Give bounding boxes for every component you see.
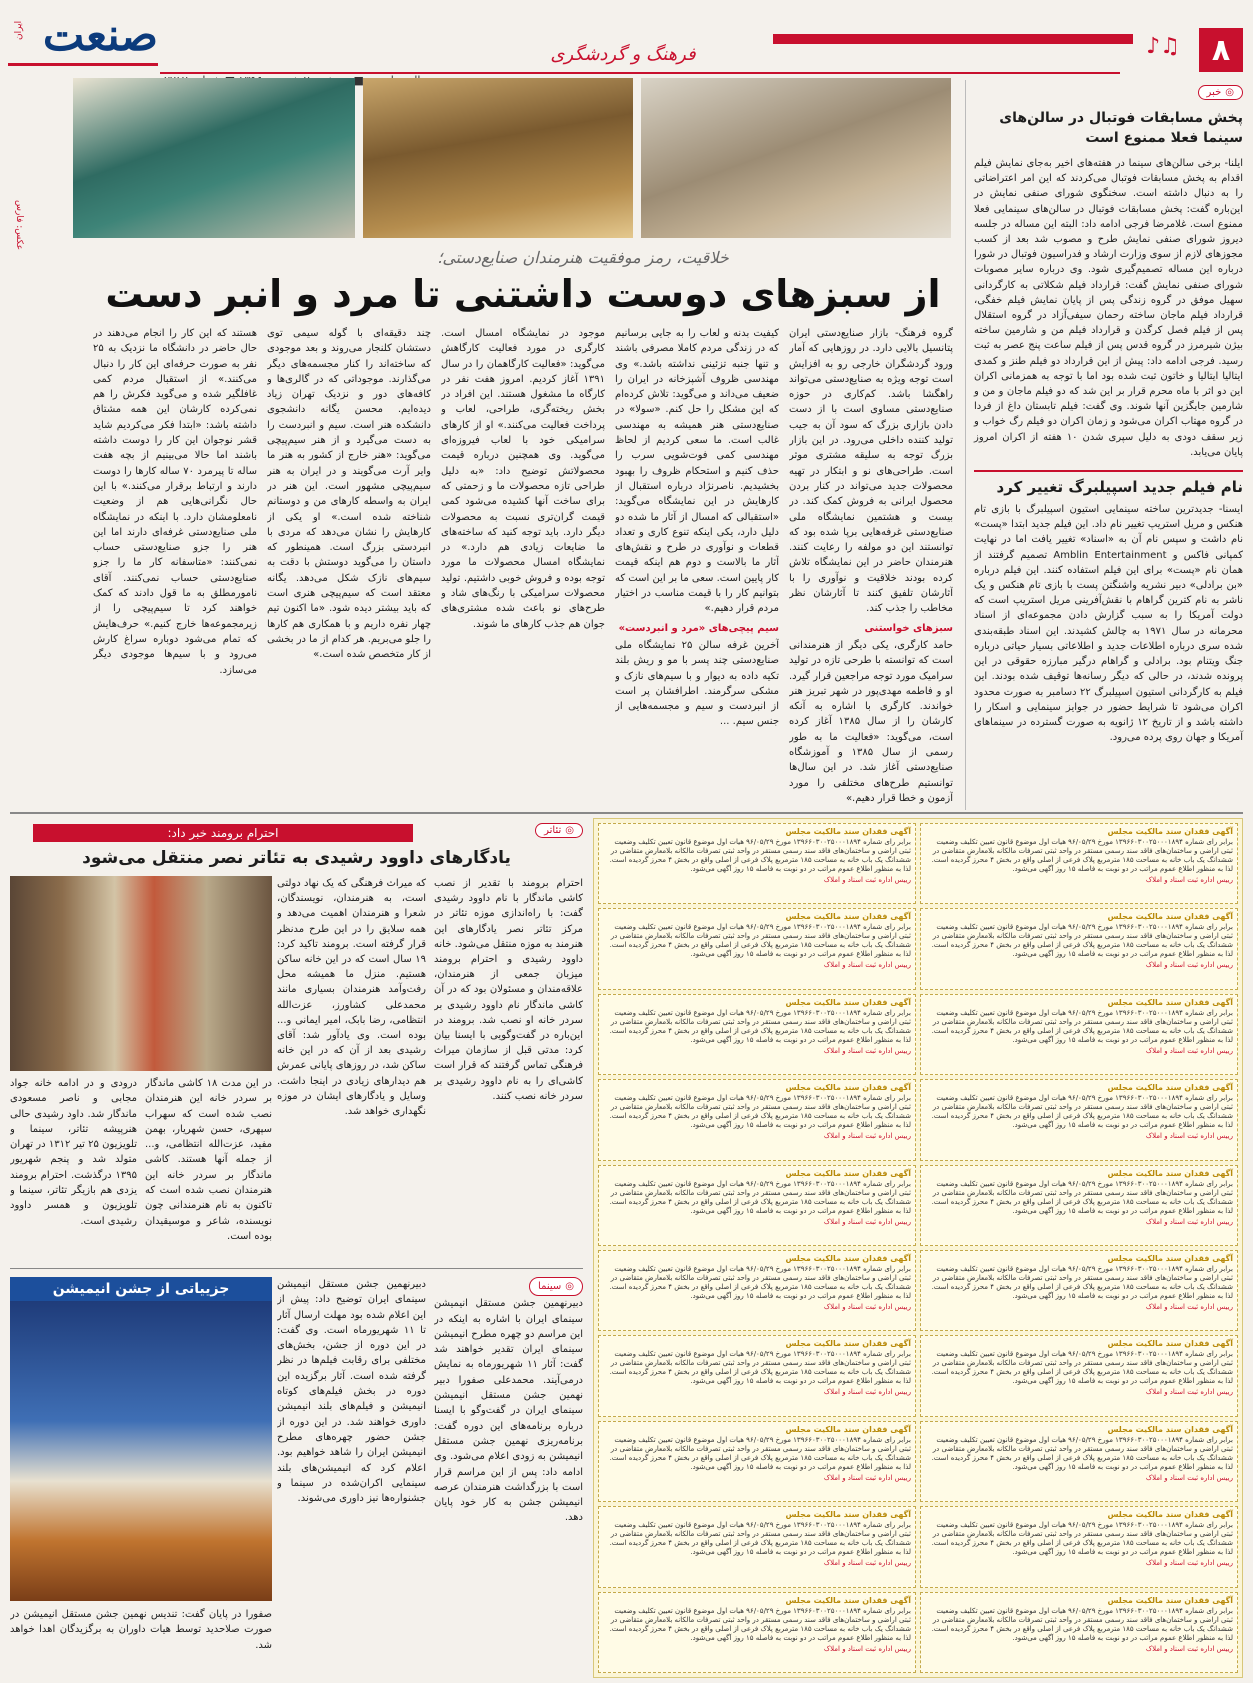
theater-column-1: احترام برومند با تقدیر از نصب کاشی ماندگار با نام داوود رشیدی گفت: با راه‌اندازی موزه تئاتر در مرکز تئاتر نصر یادگارهای این هنرمند به موزه منتقل می‌شود. خانه داوود رشیدی و احترام برومند میزبان جمعی از هنرمندان، علاقه‌مندان و مسئولان بود که در آن کاشی ماندگار نام داوود رشیدی بر سردر خانه او نصب شد. برومند در این‌باره در گفت‌وگویی با ایسنا بیان کرد: مدتی قبل از سازمان میراث فرهنگی تماس گرفتند که قرار است کاشی‌ای را به نام داوود رشیدی بر سردر خانه نصب کنند. (434, 878, 583, 1102)
article-col1b-text: حامد کارگری، یکی دیگر از هنرمندانی است که توانسته با طرحی تازه در تولید سرامیک مورد توجه مراجعین قرار گیرد. او و فاطمه مهدی‌پور در شهر تبریز هنر خواندند. کارگری با اشاره به آنکه کارشان را از سال ۱۳۸۵ آغاز کرده است، می‌گوید: «فعالیت ما به طور رسمی از سال ۱۳۸۵ و آموزشگاه صنایع‌دستی آغاز شد. در این سال‌ها توانستیم طرح‌های مختلفی را مورد آزمون و خطا قرار دهیم.» (789, 639, 953, 804)
photo-turquoise-pottery (73, 78, 355, 238)
notice-item: آگهی فقدان سند مالکیت مجلس برابر رای شماره ۱۳۹۶۶۰۳۰۰۲۵۰۰۰۱۸۹۴ مورخ ۹۶/۰۵/۲۹ هیات اول موضوع قانون تعیین تکلیف وضعیت ثبتی اراضی و ساختمان‌های فاقد سند رسمی مستقر در واحد ثبتی تصرفات مالکانه بلامعارض متقاضی در ششدانگ یک باب خانه به مساحت ۱۸۵ مترمربع پلاک فرعی از اصلی واقع در بخش ۴ محرز گردیده است. لذا به منظور اطلاع عموم مراتب در دو نوبت به فاصله ۱۵ روز آگهی می‌شود. رییس اداره ثبت اسناد و املاک (920, 1592, 1238, 1673)
notice-item: آگهی فقدان سند مالکیت مجلس برابر رای شماره ۱۳۹۶۶۰۳۰۰۲۵۰۰۰۱۸۹۴ مورخ ۹۶/۰۵/۲۹ هیات اول موضوع قانون تعیین تکلیف وضعیت ثبتی اراضی و ساختمان‌های فاقد سند رسمی مستقر در واحد ثبتی تصرفات مالکانه بلامعارض متقاضی در ششدانگ یک باب خانه به مساحت ۱۸۵ مترمربع پلاک فرعی از اصلی واقع در بخش ۴ محرز گردیده است. لذا به منظور اطلاع عموم مراتب در دو نوبت به فاصله ۱۵ روز آگهی می‌شود. رییس اداره ثبت اسناد و املاک (598, 823, 916, 904)
film-reel-icon: ◎ (565, 825, 574, 836)
notice-item: آگهی فقدان سند مالکیت مجلس برابر رای شماره ۱۳۹۶۶۰۳۰۰۲۵۰۰۰۱۸۹۴ مورخ ۹۶/۰۵/۲۹ هیات اول موضوع قانون تعیین تکلیف وضعیت ثبتی اراضی و ساختمان‌های فاقد سند رسمی مستقر در واحد ثبتی تصرفات مالکانه بلامعارض متقاضی در ششدانگ یک باب خانه به مساحت ۱۸۵ مترمربع پلاک فرعی از اصلی واقع در بخش ۴ محرز گردیده است. لذا به منظور اطلاع عموم مراتب در دو نوبت به فاصله ۱۵ روز آگهی می‌شود. رییس اداره ثبت اسناد و املاک (920, 1421, 1238, 1502)
notice-item: آگهی فقدان سند مالکیت مجلس برابر رای شماره ۱۳۹۶۶۰۳۰۰۲۵۰۰۰۱۸۹۴ مورخ ۹۶/۰۵/۲۹ هیات اول موضوع قانون تعیین تکلیف وضعیت ثبتی اراضی و ساختمان‌های فاقد سند رسمی مستقر در واحد ثبتی تصرفات مالکانه بلامعارض متقاضی در ششدانگ یک باب خانه به مساحت ۱۸۵ مترمربع پلاک فرعی از اصلی واقع در بخش ۴ محرز گردیده است. لذا به منظور اطلاع عموم مراتب در دو نوبت به فاصله ۱۵ روز آگهی می‌شود. رییس اداره ثبت اسناد و املاک (598, 1506, 916, 1587)
notice-item: آگهی فقدان سند مالکیت مجلس برابر رای شماره ۱۳۹۶۶۰۳۰۰۲۵۰۰۰۱۸۹۴ مورخ ۹۶/۰۵/۲۹ هیات اول موضوع قانون تعیین تکلیف وضعیت ثبتی اراضی و ساختمان‌های فاقد سند رسمی مستقر در واحد ثبتی تصرفات مالکانه بلامعارض متقاضی در ششدانگ یک باب خانه به مساحت ۱۸۵ مترمربع پلاک فرعی از اصلی واقع در بخش ۴ محرز گردیده است. لذا به منظور اطلاع عموم مراتب در دو نوبت به فاصله ۱۵ روز آگهی می‌شود. رییس اداره ثبت اسناد و املاک (920, 908, 1238, 989)
notice-item: آگهی فقدان سند مالکیت مجلس برابر رای شماره ۱۳۹۶۶۰۳۰۰۲۵۰۰۰۱۸۹۴ مورخ ۹۶/۰۵/۲۹ هیات اول موضوع قانون تعیین تکلیف وضعیت ثبتی اراضی و ساختمان‌های فاقد سند رسمی مستقر در واحد ثبتی تصرفات مالکانه بلامعارض متقاضی در ششدانگ یک باب خانه به مساحت ۱۸۵ مترمربع پلاک فرعی از اصلی واقع در بخش ۴ محرز گردیده است. لذا به منظور اطلاع عموم مراتب در دو نوبت به فاصله ۱۵ روز آگهی می‌شود. رییس اداره ثبت اسناد و املاک (598, 1592, 916, 1673)
issue-info: ■ (353, 74, 364, 87)
page-number: ۸ (1199, 28, 1243, 72)
news-body: ایلنا- برخی سالن‌های سینما در هفته‌های اخیر به‌جای نمایش فیلم اقدام به پخش مسابقات فوتبال می‌کردند که این امر اعتراضاتی را به دنبال داشته است. سخنگوی شورای صنفی نمایش در این‌باره گفت: پخش مسابقات فوتبال در سالن‌های سینمایی فعلا ممنوع است. غلامرضا فرجی ادامه داد: البته این مساله در جلسه دیروز شورای صنفی نمایش طرح و مصوب شد بعد از کسب مجوزهای لازم از سوی وزارت ارشاد و فدراسیون فوتبال در شورا درباره این مساله تصمیم‌گیری شود. وی درباره سایر مصوبات شورای صنفی نمایش گفت: قرارداد فیلم شکلاتی به کارگردانی سهیل موفق در گروه زندگی پس از پایان نمایش فیلم خفگی، قرارداد فیلم ماجان ساخته رحمان سیفی‌آزاد در گروه استقلال پس از فیلم فصل کرگدن و قرارداد فیلم من و شارمین ساخته بیژن شیرمرز در گروه قدس پس از فیلم ساعت پنج عصر به ثبت رسید. فرجی ادامه داد: پیش از این قرارداد دو فیلم طنز و کمدی ایتالیا ایتالیا و خاتون ثبت شده بود اما با توجه به همزمانی اکران این دو اثر با ماه محرم قرار بر این شد که دو فیلم ماجان و من و شارمین جایگزین آنها شوند. وی گفت: فیلم تابستان داغ از فردا در گروه مهتاب اکران می‌شود و زمان اکران دو فیلم رگ خواب و زیر سقف دودی به دلیل سپری شدن ۱۰ هفته از اکران امروز پایان می‌یابد. (974, 158, 1243, 458)
legal-notices (593, 818, 1243, 1678)
newspaper-logo[interactable] (8, 12, 158, 66)
notice-item: آگهی فقدان سند مالکیت مجلس برابر رای شماره ۱۳۹۶۶۰۳۰۰۲۵۰۰۰۱۸۹۴ مورخ ۹۶/۰۵/۲۹ هیات اول موضوع قانون تعیین تکلیف وضعیت ثبتی اراضی و ساختمان‌های فاقد سند رسمی مستقر در واحد ثبتی تصرفات مالکانه بلامعارض متقاضی در ششدانگ یک باب خانه به مساحت ۱۸۵ مترمربع پلاک فرعی از اصلی واقع در بخش ۴ محرز گردیده است. لذا به منظور اطلاع عموم مراتب در دو نوبت به فاصله ۱۵ روز آگهی می‌شود. رییس اداره ثبت اسناد و املاک (598, 908, 916, 989)
theater-bottom-columns (10, 1076, 272, 1261)
section-title: فرهنگ و گردشگری (550, 44, 696, 65)
news2-body: ایسنا- جدیدترین ساخته سینمایی استیون اسپیلبرگ با بازی تام هنکس و مریل استریپ تغییر نام داد. این فیلم جدید ابتدا «پست» نام داشت و سپس نام آن به «اسناد» تغییر یافت اما در نهایت کمپانی فاکس و Amblin Entertainment تصمیم گرفتند از همان نام «پست» برای این فیلم استفاده کنند. این فیلم درباره «بن برادلی» دبیر نشریه واشنگتن پست با بازی تام هنکس و یک ناشر به نام کترین گراهام با نقش‌آفرینی مریل استریپ است که دولت آمریکا را به سبب گزارش دادن مجموعه‌ای از اسناد محرمانه در سال ۱۹۷۱ به چالش کشیدند. این اسناد طبقه‌بندی شده سری درباره اطلاعات جدید و اطلاعاتی بسیار حیاتی درباره جنگ ویتنام بود. برادلی و گراهام درگیر مبارزه حقوقی در این پرونده شدند، در حالی که دیگر رسانه‌ها توقیف شده بودند. این فیلم به کارگردانی استیون اسپیلبرگ ۲۲ دسامبر به صورت محدود اکران می‌شود تا شرایط حضور در جوایز سینمایی و اسکار را داشته باشد و از تاریخ ۱۲ ژانویه به صورت گسترده در سینماهای آمریکا و جهان روی پرده می‌رود. (974, 504, 1244, 744)
animation-col1-text: دبیرنهمین جشن مستقل انیمیشن سینمای ایران با اشاره به اینکه در این مراسم دو چهره مطرح انیمیشن سینمای ایران تقدیر خواهند شد گفت: آثار ۱۱ شهریورماه به نمایش درمی‌آیند. محمدعلی صفورا دبیر نهمین جشن مستقل انیمیشن سینمای ایران در گفت‌وگو با ایسنا درباره برنامه‌های این دوره گفت: برنامه‌ریزی نهمین جشن مستقل انیمیشن به زودی اعلام می‌شود. وی ادامه داد: پس از این مراسم قرار است با بزرگداشت هنرمندان عرصه انیمیشن جشن به کار خود پایان دهد. (434, 1298, 583, 1524)
theater-column-3: در این مدت ۱۸ کاشی ماندگار بر سردر خانه این هنرمندان نصب شده است که سهراب سپهری، حسن شهریار، بهمن مفید، عزت‌الله انتظامی، و... از جمله آنها هستند. کاشی ماندگار بر سردر خانه این هنرمندان نصب شده است که تاکنون به نام هنرمندانی چون نویسنده، شاعر و موسیقیدان بوده است. (145, 1078, 272, 1242)
music-notes-icon: ♫♪ (1146, 34, 1180, 59)
notice-item: آگهی فقدان سند مالکیت مجلس برابر رای شماره ۱۳۹۶۶۰۳۰۰۲۵۰۰۰۱۸۹۴ مورخ ۹۶/۰۵/۲۹ هیات اول موضوع قانون تعیین تکلیف وضعیت ثبتی اراضی و ساختمان‌های فاقد سند رسمی مستقر در واحد ثبتی تصرفات مالکانه بلامعارض متقاضی در ششدانگ یک باب خانه به مساحت ۱۸۵ مترمربع پلاک فرعی از اصلی واقع در بخش ۴ محرز گردیده است. لذا به منظور اطلاع عموم مراتب در دو نوبت به فاصله ۱۵ روز آگهی می‌شود. رییس اداره ثبت اسناد و املاک (598, 1335, 916, 1416)
news-column (965, 80, 1243, 810)
notice-item: آگهی فقدان سند مالکیت مجلس برابر رای شماره ۱۳۹۶۶۰۳۰۰۲۵۰۰۰۱۸۹۴ مورخ ۹۶/۰۵/۲۹ هیات اول موضوع قانون تعیین تکلیف وضعیت ثبتی اراضی و ساختمان‌های فاقد سند رسمی مستقر در واحد ثبتی تصرفات مالکانه بلامعارض متقاضی در ششدانگ یک باب خانه به مساحت ۱۸۵ مترمربع پلاک فرعی از اصلی واقع در بخش ۴ محرز گردیده است. لذا به منظور اطلاع عموم مراتب در دو نوبت به فاصله ۱۵ روز آگهی می‌شود. رییس اداره ثبت اسناد و املاک (598, 1250, 916, 1331)
photo-credit: عکس: فارس (14, 199, 24, 250)
logo-text: صنعت (42, 10, 158, 61)
article-col2b-text: آخرین غرفه سالن ۲۵ نمایشگاه ملی صنایع‌دستی چند پسر با مو و ریش بلند تکیه داده به دیوار و با سیم‌های نازک و مشکی سرگرمند. اطرافشان پر است از انبردست و سیم و مجسمه‌هایی از جنس سیم. ... (615, 639, 779, 728)
page-divider (10, 812, 1243, 814)
animation-story (10, 1268, 583, 1678)
news-title[interactable]: پخش مسابقات فوتبال در سالن‌های سینما فعلا ممنوع است (999, 110, 1243, 146)
notice-item: آگهی فقدان سند مالکیت مجلس برابر رای شماره ۱۳۹۶۶۰۳۰۰۲۵۰۰۰۱۸۹۴ مورخ ۹۶/۰۵/۲۹ هیات اول موضوع قانون تعیین تکلیف وضعیت ثبتی اراضی و ساختمان‌های فاقد سند رسمی مستقر در واحد ثبتی تصرفات مالکانه بلامعارض متقاضی در ششدانگ یک باب خانه به مساحت ۱۸۵ مترمربع پلاک فرعی از اصلی واقع در بخش ۴ محرز گردیده است. لذا به منظور اطلاع عموم مراتب در دو نوبت به فاصله ۱۵ روز آگهی می‌شود. رییس اداره ثبت اسناد و املاک (920, 1250, 1238, 1331)
theater-columns (277, 876, 583, 1261)
theater-column-4: درودی و در ادامه خانه جواد مجابی و ناصر مسعودی ماندگار شد. داود رشیدی حالی هنرپیشه تئاتر، سینما و تلویزیون ۲۵ تیر ۱۳۱۲ در تهران متولد شد و پنجم شهریور ۱۳۹۵ درگذشت. احترام برومند یزدی هم بازیگر تئاتر، سینما و تلویزیون و همسر داوود رشیدی است. (10, 1078, 137, 1227)
notice-item: آگهی فقدان سند مالکیت مجلس برابر رای شماره ۱۳۹۶۶۰۳۰۰۲۵۰۰۰۱۸۹۴ مورخ ۹۶/۰۵/۲۹ هیات اول موضوع قانون تعیین تکلیف وضعیت ثبتی اراضی و ساختمان‌های فاقد سند رسمی مستقر در واحد ثبتی تصرفات مالکانه بلامعارض متقاضی در ششدانگ یک باب خانه به مساحت ۱۸۵ مترمربع پلاک فرعی از اصلی واقع در بخش ۴ محرز گردیده است. لذا به منظور اطلاع عموم مراتب در دو نوبت به فاصله ۱۵ روز آگهی می‌شود. رییس اداره ثبت اسناد و املاک (920, 823, 1238, 904)
theater-tag-label: تئاتر (544, 825, 562, 836)
theater-story (10, 818, 583, 1263)
article-headline[interactable]: از سبزهای دوست داشتنی تا مرد و انبر دست (105, 272, 941, 316)
animation-banner[interactable]: جزییاتی از جشن انیمیشن (10, 1277, 272, 1301)
notice-item: آگهی فقدان سند مالکیت مجلس برابر رای شماره ۱۳۹۶۶۰۳۰۰۲۵۰۰۰۱۸۹۴ مورخ ۹۶/۰۵/۲۹ هیات اول موضوع قانون تعیین تکلیف وضعیت ثبتی اراضی و ساختمان‌های فاقد سند رسمی مستقر در واحد ثبتی تصرفات مالکانه بلامعارض متقاضی در ششدانگ یک باب خانه به مساحت ۱۸۵ مترمربع پلاک فرعی از اصلی واقع در بخش ۴ محرز گردیده است. لذا به منظور اطلاع عموم مراتب در دو نوبت به فاصله ۱۵ روز آگهی می‌شود. رییس اداره ثبت اسناد و املاک (598, 1421, 916, 1502)
article-col2-text: کیفیت بدنه و لعاب را به جایی برسانیم که در زندگی مردم کاملا مصرفی باشند و تنها جنبه تزئینی نداشته باشد.» وی مهندسی ظروف آشپزخانه در ایران را ضعیف می‌داند و می‌گوید: تلاش کرده‌ام که این مشکل را حل کنم. «سولا» در صنایع‌دستی هنر همیشه به مهندسی غالب است. ما سعی کردیم از لحاظ مهندسی کمی فوت‌شویی سرب را حذف کنیم و استحکام ظروف را بهبود بخشیدیم. ناصرنژاد درباره استقبال از کارهایش در این نمایشگاه می‌گوید: «استقبالی که امسال از آثار ما شده دو دلیل دارد، یکی اینکه تنوع کاری و تعداد قطعات و نوآوری در طرح و نقش‌های آثار ما بالاست و دوم هم اینکه قیمت کار پایین است. سعی ما بر این است که بتوانیم کار را با قیمت مناسب در اختیار مردم قرار دهیم.» (615, 328, 779, 615)
animation-columns (277, 1277, 583, 1675)
animation-tag (529, 1277, 583, 1296)
photo-animation-statues (10, 1301, 272, 1601)
notice-item: آگهی فقدان سند مالکیت مجلس برابر رای شماره ۱۳۹۶۶۰۳۰۰۲۵۰۰۰۱۸۹۴ مورخ ۹۶/۰۵/۲۹ هیات اول موضوع قانون تعیین تکلیف وضعیت ثبتی اراضی و ساختمان‌های فاقد سند رسمی مستقر در واحد ثبتی تصرفات مالکانه بلامعارض متقاضی در ششدانگ یک باب خانه به مساحت ۱۸۵ مترمربع پلاک فرعی از اصلی واقع در بخش ۴ محرز گردیده است. لذا به منظور اطلاع عموم مراتب در دو نوبت به فاصله ۱۵ روز آگهی می‌شود. رییس اداره ثبت اسناد و املاک (920, 1079, 1238, 1160)
photo-davood-rashidi-portrait (10, 876, 272, 1071)
theater-banner: احترام برومند خبر داد: (33, 824, 413, 842)
news-tag-label: خبر (1206, 87, 1222, 98)
news2-title[interactable]: نام فیلم جدید اسپیلبرگ تغییر کرد (974, 470, 1243, 496)
article-subhead-1: سبزهای خواستنی (864, 622, 953, 634)
article-body (93, 326, 953, 804)
notice-item: آگهی فقدان سند مالکیت مجلس برابر رای شماره ۱۳۹۶۶۰۳۰۰۲۵۰۰۰۱۸۹۴ مورخ ۹۶/۰۵/۲۹ هیات اول موضوع قانون تعیین تکلیف وضعیت ثبتی اراضی و ساختمان‌های فاقد سند رسمی مستقر در واحد ثبتی تصرفات مالکانه بلامعارض متقاضی در ششدانگ یک باب خانه به مساحت ۱۸۵ مترمربع پلاک فرعی از اصلی واقع در بخش ۴ محرز گردیده است. لذا به منظور اطلاع عموم مراتب در دو نوبت به فاصله ۱۵ روز آگهی می‌شود. رییس اداره ثبت اسناد و املاک (920, 994, 1238, 1075)
notice-item: آگهی فقدان سند مالکیت مجلس برابر رای شماره ۱۳۹۶۶۰۳۰۰۲۵۰۰۰۱۸۹۴ مورخ ۹۶/۰۵/۲۹ هیات اول موضوع قانون تعیین تکلیف وضعیت ثبتی اراضی و ساختمان‌های فاقد سند رسمی مستقر در واحد ثبتی تصرفات مالکانه بلامعارض متقاضی در ششدانگ یک باب خانه به مساحت ۱۸۵ مترمربع پلاک فرعی از اصلی واقع در بخش ۴ محرز گردیده است. لذا به منظور اطلاع عموم مراتب در دو نوبت به فاصله ۱۵ روز آگهی می‌شود. رییس اداره ثبت اسناد و املاک (920, 1506, 1238, 1587)
animation-tag-label: سینما (538, 1281, 562, 1292)
article-subhead-2: سیم پیچی‌های «مرد و انبردست» (618, 622, 779, 634)
animation-bottom (10, 1607, 272, 1677)
notice-item: آگهی فقدان سند مالکیت مجلس برابر رای شماره ۱۳۹۶۶۰۳۰۰۲۵۰۰۰۱۸۹۴ مورخ ۹۶/۰۵/۲۹ هیات اول موضوع قانون تعیین تکلیف وضعیت ثبتی اراضی و ساختمان‌های فاقد سند رسمی مستقر در واحد ثبتی تصرفات مالکانه بلامعارض متقاضی در ششدانگ یک باب خانه به مساحت ۱۸۵ مترمربع پلاک فرعی از اصلی واقع در بخش ۴ محرز گردیده است. لذا به منظور اطلاع عموم مراتب در دو نوبت به فاصله ۱۵ روز آگهی می‌شود. رییس اداره ثبت اسناد و املاک (598, 994, 916, 1075)
theater-column-2: که میراث فرهنگی که یک نهاد دولتی است، به هنرمندان، نویسندگان، شعرا و هنرمندان اهمیت می‌دهد و همه سلایق را در این طرح مدنظر قرار گرفته است. برومند تاکید کرد: ۱۹ سال است که در این خانه ساکن هستیم. منزل ما همیشه محل رفت‌وآمد هنرمندان بسیاری مانند محمدعلی کشاورز، عزت‌الله انتظامی، رضا بابک، امیر ایمانی و... بوده است. وی یادآور شد: آقای رشیدی بعد از آن که در این خانه ساکن شد، در روزهای پایانی عمرش هم دیدارهای زیادی در اینجا داشت. وسایل و یادگارهای ایشان در موزه نگهداری خواهد شد. (277, 878, 426, 1118)
article-column-2 (615, 326, 779, 804)
article-col1-text: گروه فرهنگ- بازار صنایع‌دستی ایران پتانسیل بالایی دارد. در روزهایی که آمار ورود گردشگران خارجی رو به افزایش است توجه ویژه به صنایع‌دستی می‌تواند راهگشا باشد. کم‌کاری در حوزه صنایع‌دستی مساوی است با از دست دادن بازاری بزرگ که سود آن به جیب تولید کننده داخلی می‌رود. در این بازار بزرگ توجه به سلیقه مشتری موثر است. طراحی‌های نو و ابتکار در تهیه محصولات جدید می‌تواند در کنار بردن محصول ایرانی به فروش کمک کند. در بیست و هشتمین نمایشگاه ملی صنایع‌دستی غرفه‌هایی برپا شده بود که توانستند این دو مولفه را رعایت کنند. هنرمندان حاضر در این نمایشگاه تلاش کرده بودند خلاقیت و نوآوری را با آثارشان تلفیق کنند تا آثارشان نظر مخاطب را جذب کند. (789, 328, 953, 615)
theater-tag (535, 823, 583, 838)
logo-subtext: ایران (14, 20, 24, 40)
news-tag (1198, 85, 1243, 100)
article-column-3: موجود در نمایشگاه امسال است. کارگری در مورد فعالیت کارگاهش می‌گوید: «فعالیت کارگاهمان را در سال ۱۳۹۱ آغاز کردیم. امروز هفت نفر در کارگاه ما مشغول هستند. این افراد در بخش ریخته‌گری، طراحی، لعاب و پرداخت فعالیت می‌کنند.» او از کارهای سرامیکی خود با لعاب فیروزه‌ای می‌گوید. وی همچنین درباره قیمت محصولاتش توضیح داد: «به دلیل طراحی تازه محصولات ما و زحمتی که برای ساخت آنها کشیده می‌شود کمی قیمت گران‌تری نسبت به محصولات دیگر دارد. باید توجه کنید که ساخته‌های ما ضایعات زیادی هم دارد.» در نمایشگاه امسال محصولات ما مورد توجه بوده و فروش خوبی داشتیم. تولید محصولات سرامیکی با رنگ‌های شاد و طرح‌های نو باعث شده مشتری‌های جوان هم جذب کارهای ما شوند. (441, 328, 605, 630)
notice-item: آگهی فقدان سند مالکیت مجلس برابر رای شماره ۱۳۹۶۶۰۳۰۰۲۵۰۰۰۱۸۹۴ مورخ ۹۶/۰۵/۲۹ هیات اول موضوع قانون تعیین تکلیف وضعیت ثبتی اراضی و ساختمان‌های فاقد سند رسمی مستقر در واحد ثبتی تصرفات مالکانه بلامعارض متقاضی در ششدانگ یک باب خانه به مساحت ۱۸۵ مترمربع پلاک فرعی از اصلی واقع در بخش ۴ محرز گردیده است. لذا به منظور اطلاع عموم مراتب در دو نوبت به فاصله ۱۵ روز آگهی می‌شود. رییس اداره ثبت اسناد و املاک (598, 1079, 916, 1160)
article-column-4: چند دقیقه‌ای با گوله سیمی توی دستشان کلنجار می‌روند و بعد موجودی که ساخته‌اند را کنار مجسمه‌های دیگر می‌گذارند. موجوداتی که در گالری‌ها و کافه‌های دور و نزدیک تهران زیاد دیده‌ایم. محسن یگانه دانشجوی دانشکده هنر است. سیم و انبردست را به دست می‌گیرد و از هنر سیم‌پیچی می‌گوید: «هنر خارج از کشور به هنر ما وایر آرت می‌گویند و در ایران به هنر سیم‌پیچی مشهور است. این هنر در ایران به واسطه کارهای من و دوستانم شناخته شده است.» او یکی از کارهایش را نشان می‌دهد که مردی با انبردستی بزرگ است. همینطور که داستان را می‌گوید دوستش با دقت به سیم‌های نازک شکل می‌دهد. یگانه معتقد است که سیم‌پیچی هنری است که باید بیشتر دیده شود. «ما اکنون تیم چهار نفره داریم و با همکاری هم کارها را جلو می‌بریم. هر کدام از ما در بخشی از کار متخصص شده است.» (267, 328, 431, 661)
animation-column-1 (434, 1277, 583, 1675)
notice-item: آگهی فقدان سند مالکیت مجلس برابر رای شماره ۱۳۹۶۶۰۳۰۰۲۵۰۰۰۱۸۹۴ مورخ ۹۶/۰۵/۲۹ هیات اول موضوع قانون تعیین تکلیف وضعیت ثبتی اراضی و ساختمان‌های فاقد سند رسمی مستقر در واحد ثبتی تصرفات مالکانه بلامعارض متقاضی در ششدانگ یک باب خانه به مساحت ۱۸۵ مترمربع پلاک فرعی از اصلی واقع در بخش ۴ محرز گردیده است. لذا به منظور اطلاع عموم مراتب در دو نوبت به فاصله ۱۵ روز آگهی می‌شود. رییس اداره ثبت اسناد و املاک (598, 1165, 916, 1246)
header-red-bar (773, 34, 1133, 44)
animation-column-2: دبیرنهمین جشن مستقل انیمیشن سینمای ایران توضیح داد: پیش از این اعلام شده بود مهلت ارسال آثار تا ۱۱ شهریورماه است. وی گفت: در این دوره از جشن، بخش‌های مختلفی برای رقابت فیلم‌ها در نظر گرفته شده است. آثار برگزیده این دوره در بخش فیلم‌های کوتاه انیمیشن و فیلم‌های بلند انیمیشن داوری خواهند شد. در این دوره از جشن حضور چهره‌های مطرح انیمیشن ایران را شاهد خواهیم بود. اعلام کرد که انیمیشن‌های بلند سینمایی اکران‌شده در سینما و جشنواره‌ها نیز داوری می‌شوند. (277, 1279, 426, 1505)
theater-title[interactable]: یادگارهای داوود رشیدی به تئاتر نصر منتقل می‌شود (82, 848, 511, 868)
photo-wire-sculpture (363, 78, 633, 238)
notice-item: آگهی فقدان سند مالکیت مجلس برابر رای شماره ۱۳۹۶۶۰۳۰۰۲۵۰۰۰۱۸۹۴ مورخ ۹۶/۰۵/۲۹ هیات اول موضوع قانون تعیین تکلیف وضعیت ثبتی اراضی و ساختمان‌های فاقد سند رسمی مستقر در واحد ثبتی تصرفات مالکانه بلامعارض متقاضی در ششدانگ یک باب خانه به مساحت ۱۸۵ مترمربع پلاک فرعی از اصلی واقع در بخش ۴ محرز گردیده است. لذا به منظور اطلاع عموم مراتب در دو نوبت به فاصله ۱۵ روز آگهی می‌شود. رییس اداره ثبت اسناد و املاک (920, 1165, 1238, 1246)
film-reel-icon: ◎ (565, 1281, 574, 1292)
photo-ceramics-artist (641, 78, 951, 238)
article-column-1 (789, 326, 953, 804)
animation-column-3: صفورا در پایان گفت: تندیس نهمین جشن مستقل انیمیشن در صورت صلاحدید توسط هیات داوران به برگزیدگان اهدا خواهد شد. (10, 1609, 272, 1651)
article-kicker: خلاقیت، رمز موفقیت هنرمندان صنایع‌دستی؛ (437, 248, 729, 267)
film-reel-icon: ◎ (1225, 87, 1234, 98)
article-column-5: هستند که این کار را انجام می‌دهند در حال حاضر در دانشگاه ما نزدیک به ۲۵ نفر به صورت حرفه‌ای این کار را دنبال می‌کنند.» از استقبال مردم کمی غافلگیر شده و می‌گوید فکرش را هم نمی‌کرده کارشان این همه مشتاق داشته باشد: «ابتدا فکر می‌کردیم شاید قشر نوجوان این کار را دوست داشته باشند اما حالا می‌بینیم از بچه هفت ساله تا پیرمرد ۷۰ ساله کارها را دوست دارند و ارتباط برقرار می‌کنند.» با این حال نگرانی‌هایی هم از وضعیت نامعلومشان دارد. با اینکه در نمایشگاه ملی صنایع‌دستی غرفه‌ای دارند اما این هنر را جزو صنایع‌دستی حساب نمی‌کنند: «متاسفانه کار ما را جزو صنایع‌دستی حساب نمی‌کنند. آقای نامورمطلق به ما قول دادند که کمک خواهند کرد تا سیم‌پیچی را از زیرمجموعه‌ها خارج کنیم.» حرف‌هایش که تمام می‌شود دوباره سراغ کارش می‌رود و با سیم‌ها موجودی دیگر می‌سازد. (93, 328, 257, 676)
notice-item: آگهی فقدان سند مالکیت مجلس برابر رای شماره ۱۳۹۶۶۰۳۰۰۲۵۰۰۰۱۸۹۴ مورخ ۹۶/۰۵/۲۹ هیات اول موضوع قانون تعیین تکلیف وضعیت ثبتی اراضی و ساختمان‌های فاقد سند رسمی مستقر در واحد ثبتی تصرفات مالکانه بلامعارض متقاضی در ششدانگ یک باب خانه به مساحت ۱۸۵ مترمربع پلاک فرعی از اصلی واقع در بخش ۴ محرز گردیده است. لذا به منظور اطلاع عموم مراتب در دو نوبت به فاصله ۱۵ روز آگهی می‌شود. رییس اداره ثبت اسناد و املاک (920, 1335, 1238, 1416)
